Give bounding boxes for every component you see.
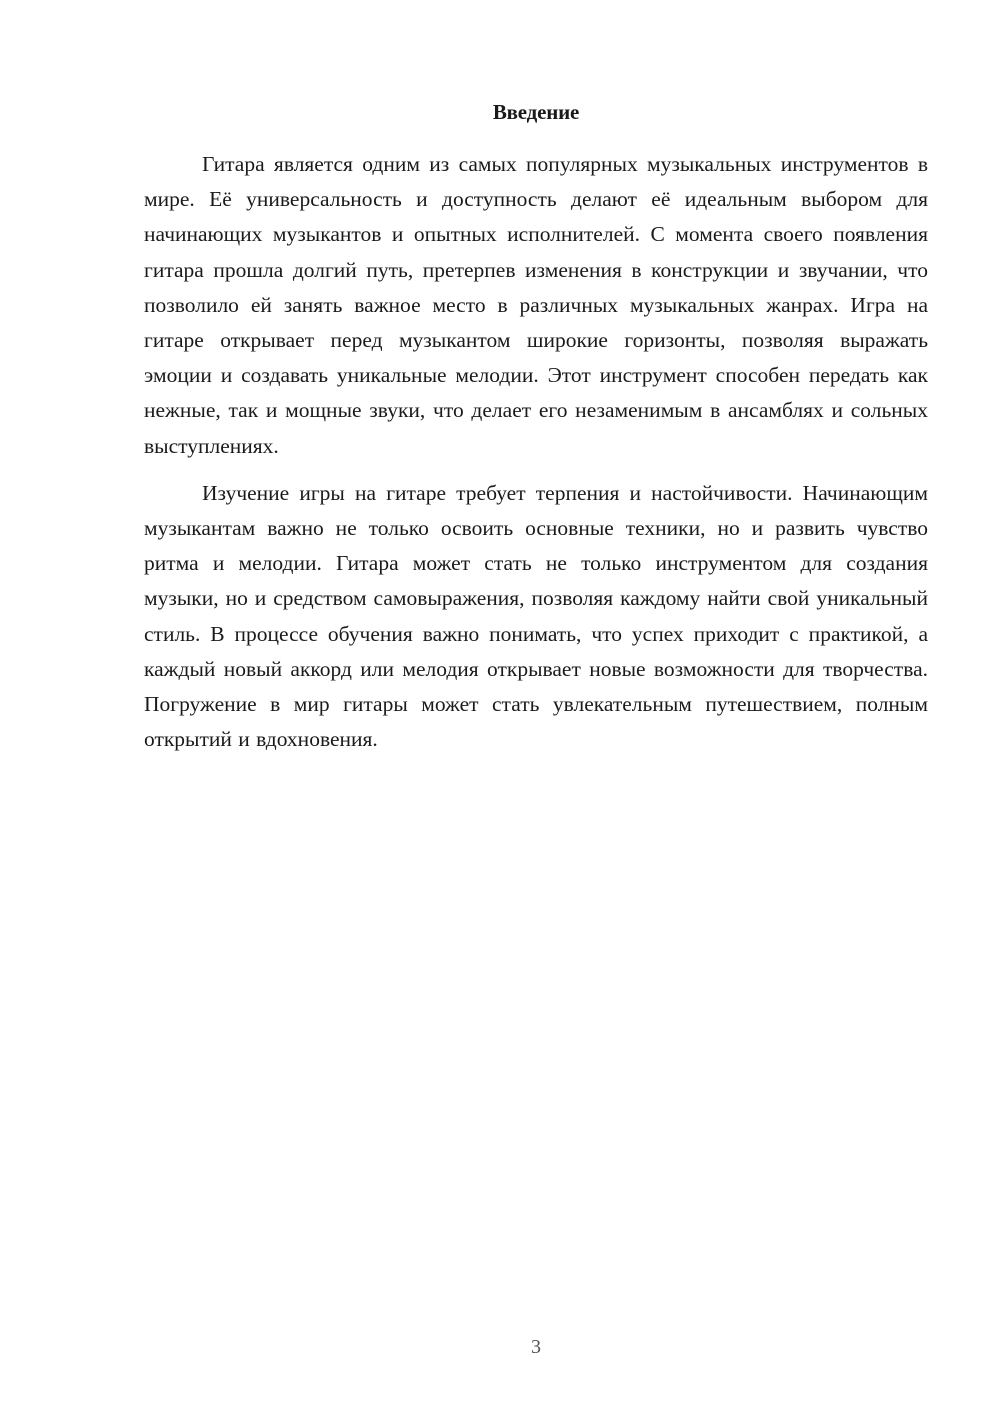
- paragraph-1: Гитара является одним из самых популярных музыкальных инструментов в мире. Её универсальность и доступность делают её идеальным выбором для начинающих музыкантов и опытных исполнителей. С момента своего появления гитара прошла долгий путь, претерпев изменения в конструкции и звучании, что позволило ей занять важное место в различных музыкальных жанрах. Игра на гитаре открывает перед музыкантом широкие горизонты, позволяя выражать эмоции и создавать уникальные мелодии. Этот инструмент способен передать как нежные, так и мощные звуки, что делает его незаменимым в ансамблях и сольных выступлениях.: [144, 152, 928, 458]
- page-number: 3: [531, 1336, 541, 1358]
- section-title: Введение: [492, 100, 580, 124]
- page-content: [144, 95, 928, 757]
- paragraph-2: Изучение игры на гитаре требует терпения и настойчивости. Начинающим музыкантам важно не только освоить основные техники, но и развить чувство ритма и мелодии. Гитара может стать не только инструментом для создания музыки, но и средством самовыражения, позволяя каждому найти свой уникальный стиль. В процессе обучения важно понимать, что успех приходит с практикой, а каждый новый аккорд или мелодия открывает новые возможности для творчества. Погружение в мир гитары может стать увлекательным путешествием, полным открытий и вдохновения.: [144, 480, 928, 752]
